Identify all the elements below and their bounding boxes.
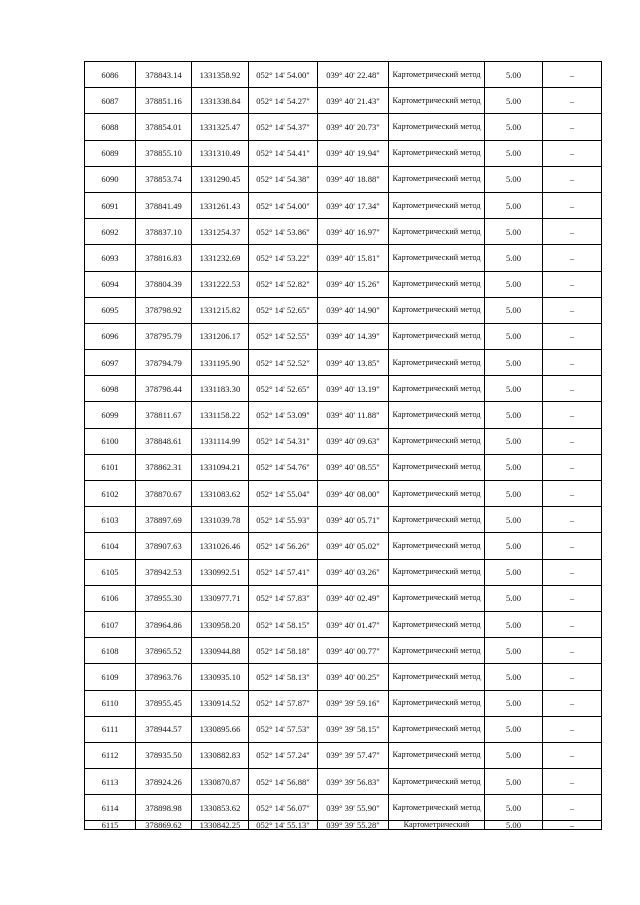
method-cell: Картометрический метод bbox=[389, 376, 485, 402]
point-number-cell: 6106 bbox=[85, 585, 136, 611]
longitude-cell: 039° 40' 13.85" bbox=[318, 350, 389, 376]
longitude-cell: 039° 40' 14.39" bbox=[318, 323, 389, 349]
y-coordinate-cell: 1330977.71 bbox=[192, 585, 249, 611]
longitude-cell: 039° 40' 05.02" bbox=[318, 533, 389, 559]
accuracy-cell: 5.00 bbox=[485, 245, 543, 271]
x-coordinate-cell: 378869.62 bbox=[136, 821, 192, 830]
accuracy-cell: 5.00 bbox=[485, 140, 543, 166]
latitude-cell: 052° 14' 57.41" bbox=[249, 559, 318, 585]
latitude-cell: 052° 14' 54.00" bbox=[249, 62, 318, 88]
method-cell: Картометрический метод bbox=[389, 219, 485, 245]
y-coordinate-cell: 1331215.82 bbox=[192, 297, 249, 323]
y-coordinate-cell: 1331325.47 bbox=[192, 114, 249, 140]
latitude-cell: 052° 14' 55.13" bbox=[249, 821, 318, 830]
x-coordinate-cell: 378853.74 bbox=[136, 166, 192, 192]
point-number-cell: 6105 bbox=[85, 559, 136, 585]
longitude-cell: 039° 39' 55.28" bbox=[318, 821, 389, 830]
y-coordinate-cell: 1331183.30 bbox=[192, 376, 249, 402]
y-coordinate-cell: 1330992.51 bbox=[192, 559, 249, 585]
accuracy-cell: 5.00 bbox=[485, 559, 543, 585]
longitude-cell: 039° 40' 00.25" bbox=[318, 664, 389, 690]
note-cell: – bbox=[543, 559, 602, 585]
longitude-cell: 039° 40' 15.26" bbox=[318, 271, 389, 297]
table-row bbox=[85, 271, 602, 297]
latitude-cell: 052° 14' 53.09" bbox=[249, 402, 318, 428]
method-cell: Картометрический метод bbox=[389, 795, 485, 821]
method-cell: Картометрический метод bbox=[389, 245, 485, 271]
table-row bbox=[85, 402, 602, 428]
note-cell: – bbox=[543, 350, 602, 376]
latitude-cell: 052° 14' 52.65" bbox=[249, 297, 318, 323]
table-row bbox=[85, 742, 602, 768]
x-coordinate-cell: 378897.69 bbox=[136, 507, 192, 533]
x-coordinate-cell: 378964.86 bbox=[136, 611, 192, 637]
x-coordinate-cell: 378898.98 bbox=[136, 795, 192, 821]
accuracy-cell: 5.00 bbox=[485, 62, 543, 88]
point-number-cell: 6089 bbox=[85, 140, 136, 166]
y-coordinate-cell: 1331232.69 bbox=[192, 245, 249, 271]
accuracy-cell: 5.00 bbox=[485, 350, 543, 376]
note-cell: – bbox=[543, 795, 602, 821]
x-coordinate-cell: 378848.61 bbox=[136, 428, 192, 454]
table-row bbox=[85, 454, 602, 480]
x-coordinate-cell: 378942.53 bbox=[136, 559, 192, 585]
table-row bbox=[85, 716, 602, 742]
table-row bbox=[85, 507, 602, 533]
latitude-cell: 052° 14' 55.04" bbox=[249, 481, 318, 507]
latitude-cell: 052° 14' 57.87" bbox=[249, 690, 318, 716]
y-coordinate-cell: 1331358.92 bbox=[192, 62, 249, 88]
x-coordinate-cell: 378798.44 bbox=[136, 376, 192, 402]
point-number-cell: 6107 bbox=[85, 611, 136, 637]
latitude-cell: 052° 14' 53.86" bbox=[249, 219, 318, 245]
point-number-cell: 6086 bbox=[85, 62, 136, 88]
x-coordinate-cell: 378851.16 bbox=[136, 88, 192, 114]
latitude-cell: 052° 14' 54.27" bbox=[249, 88, 318, 114]
point-number-cell: 6100 bbox=[85, 428, 136, 454]
x-coordinate-cell: 378870.67 bbox=[136, 481, 192, 507]
accuracy-cell: 5.00 bbox=[485, 88, 543, 114]
table-row bbox=[85, 795, 602, 821]
point-number-cell: 6102 bbox=[85, 481, 136, 507]
accuracy-cell: 5.00 bbox=[485, 114, 543, 140]
table-row bbox=[85, 481, 602, 507]
accuracy-cell: 5.00 bbox=[485, 192, 543, 218]
method-cell: Картометрический метод bbox=[389, 664, 485, 690]
note-cell: – bbox=[543, 821, 602, 830]
note-cell: – bbox=[543, 114, 602, 140]
table-row bbox=[85, 533, 602, 559]
accuracy-cell: 5.00 bbox=[485, 376, 543, 402]
method-cell: Картометрический bbox=[389, 821, 485, 830]
accuracy-cell: 5.00 bbox=[485, 297, 543, 323]
longitude-cell: 039° 40' 14.90" bbox=[318, 297, 389, 323]
table-row bbox=[85, 611, 602, 637]
note-cell: – bbox=[543, 481, 602, 507]
longitude-cell: 039° 40' 08.55" bbox=[318, 454, 389, 480]
point-number-cell: 6110 bbox=[85, 690, 136, 716]
latitude-cell: 052° 14' 53.22" bbox=[249, 245, 318, 271]
table-row bbox=[85, 88, 602, 114]
y-coordinate-cell: 1331310.49 bbox=[192, 140, 249, 166]
x-coordinate-cell: 378854.01 bbox=[136, 114, 192, 140]
method-cell: Картометрический метод bbox=[389, 481, 485, 507]
latitude-cell: 052° 14' 56.26" bbox=[249, 533, 318, 559]
table-row bbox=[85, 821, 602, 830]
latitude-cell: 052° 14' 52.82" bbox=[249, 271, 318, 297]
accuracy-cell: 5.00 bbox=[485, 690, 543, 716]
note-cell: – bbox=[543, 533, 602, 559]
coordinates-table bbox=[84, 61, 602, 830]
latitude-cell: 052° 14' 52.55" bbox=[249, 323, 318, 349]
longitude-cell: 039° 40' 00.77" bbox=[318, 638, 389, 664]
table-row bbox=[85, 219, 602, 245]
table-row bbox=[85, 585, 602, 611]
method-cell: Картометрический метод bbox=[389, 769, 485, 795]
accuracy-cell: 5.00 bbox=[485, 742, 543, 768]
x-coordinate-cell: 378837.10 bbox=[136, 219, 192, 245]
latitude-cell: 052° 14' 56.07" bbox=[249, 795, 318, 821]
y-coordinate-cell: 1330842.25 bbox=[192, 821, 249, 830]
note-cell: – bbox=[543, 271, 602, 297]
table-row bbox=[85, 140, 602, 166]
table-row bbox=[85, 769, 602, 795]
y-coordinate-cell: 1330944.88 bbox=[192, 638, 249, 664]
point-number-cell: 6112 bbox=[85, 742, 136, 768]
table-row bbox=[85, 690, 602, 716]
point-number-cell: 6114 bbox=[85, 795, 136, 821]
x-coordinate-cell: 378955.45 bbox=[136, 690, 192, 716]
note-cell: – bbox=[543, 323, 602, 349]
x-coordinate-cell: 378955.30 bbox=[136, 585, 192, 611]
table-row bbox=[85, 245, 602, 271]
accuracy-cell: 5.00 bbox=[485, 533, 543, 559]
y-coordinate-cell: 1330935.10 bbox=[192, 664, 249, 690]
point-number-cell: 6095 bbox=[85, 297, 136, 323]
latitude-cell: 052° 14' 54.76" bbox=[249, 454, 318, 480]
x-coordinate-cell: 378924.26 bbox=[136, 769, 192, 795]
note-cell: – bbox=[543, 716, 602, 742]
x-coordinate-cell: 378794.79 bbox=[136, 350, 192, 376]
method-cell: Картометрический метод bbox=[389, 114, 485, 140]
note-cell: – bbox=[543, 376, 602, 402]
y-coordinate-cell: 1331026.46 bbox=[192, 533, 249, 559]
y-coordinate-cell: 1331222.53 bbox=[192, 271, 249, 297]
accuracy-cell: 5.00 bbox=[485, 166, 543, 192]
point-number-cell: 6098 bbox=[85, 376, 136, 402]
x-coordinate-cell: 378795.79 bbox=[136, 323, 192, 349]
x-coordinate-cell: 378804.39 bbox=[136, 271, 192, 297]
table-row bbox=[85, 428, 602, 454]
x-coordinate-cell: 378862.31 bbox=[136, 454, 192, 480]
longitude-cell: 039° 40' 17.34" bbox=[318, 192, 389, 218]
note-cell: – bbox=[543, 769, 602, 795]
accuracy-cell: 5.00 bbox=[485, 507, 543, 533]
note-cell: – bbox=[543, 690, 602, 716]
y-coordinate-cell: 1330853.62 bbox=[192, 795, 249, 821]
method-cell: Картометрический метод bbox=[389, 62, 485, 88]
latitude-cell: 052° 14' 57.53" bbox=[249, 716, 318, 742]
table-row bbox=[85, 192, 602, 218]
y-coordinate-cell: 1331195.90 bbox=[192, 350, 249, 376]
table-row bbox=[85, 114, 602, 140]
x-coordinate-cell: 378811.67 bbox=[136, 402, 192, 428]
point-number-cell: 6104 bbox=[85, 533, 136, 559]
method-cell: Картометрический метод bbox=[389, 611, 485, 637]
x-coordinate-cell: 378907.63 bbox=[136, 533, 192, 559]
method-cell: Картометрический метод bbox=[389, 192, 485, 218]
x-coordinate-cell: 378798.92 bbox=[136, 297, 192, 323]
latitude-cell: 052° 14' 57.24" bbox=[249, 742, 318, 768]
x-coordinate-cell: 378963.76 bbox=[136, 664, 192, 690]
point-number-cell: 6096 bbox=[85, 323, 136, 349]
latitude-cell: 052° 14' 54.31" bbox=[249, 428, 318, 454]
x-coordinate-cell: 378843.14 bbox=[136, 62, 192, 88]
y-coordinate-cell: 1330895.66 bbox=[192, 716, 249, 742]
method-cell: Картометрический метод bbox=[389, 428, 485, 454]
method-cell: Картометрический метод bbox=[389, 533, 485, 559]
note-cell: – bbox=[543, 62, 602, 88]
method-cell: Картометрический метод bbox=[389, 166, 485, 192]
longitude-cell: 039° 39' 59.16" bbox=[318, 690, 389, 716]
accuracy-cell: 5.00 bbox=[485, 769, 543, 795]
note-cell: – bbox=[543, 638, 602, 664]
point-number-cell: 6103 bbox=[85, 507, 136, 533]
note-cell: – bbox=[543, 507, 602, 533]
y-coordinate-cell: 1331114.99 bbox=[192, 428, 249, 454]
point-number-cell: 6094 bbox=[85, 271, 136, 297]
note-cell: – bbox=[543, 585, 602, 611]
longitude-cell: 039° 39' 58.15" bbox=[318, 716, 389, 742]
longitude-cell: 039° 40' 02.49" bbox=[318, 585, 389, 611]
longitude-cell: 039° 40' 21.43" bbox=[318, 88, 389, 114]
longitude-cell: 039° 40' 16.97" bbox=[318, 219, 389, 245]
y-coordinate-cell: 1331039.78 bbox=[192, 507, 249, 533]
accuracy-cell: 5.00 bbox=[485, 428, 543, 454]
note-cell: – bbox=[543, 219, 602, 245]
method-cell: Картометрический метод bbox=[389, 742, 485, 768]
method-cell: Картометрический метод bbox=[389, 638, 485, 664]
note-cell: – bbox=[543, 245, 602, 271]
longitude-cell: 039° 40' 13.19" bbox=[318, 376, 389, 402]
method-cell: Картометрический метод bbox=[389, 140, 485, 166]
x-coordinate-cell: 378965.52 bbox=[136, 638, 192, 664]
longitude-cell: 039° 40' 15.81" bbox=[318, 245, 389, 271]
point-number-cell: 6088 bbox=[85, 114, 136, 140]
note-cell: – bbox=[543, 297, 602, 323]
method-cell: Картометрический метод bbox=[389, 323, 485, 349]
table-row bbox=[85, 664, 602, 690]
latitude-cell: 052° 14' 54.37" bbox=[249, 114, 318, 140]
longitude-cell: 039° 40' 01.47" bbox=[318, 611, 389, 637]
y-coordinate-cell: 1331338.84 bbox=[192, 88, 249, 114]
accuracy-cell: 5.00 bbox=[485, 664, 543, 690]
method-cell: Картометрический метод bbox=[389, 507, 485, 533]
method-cell: Картометрический метод bbox=[389, 559, 485, 585]
method-cell: Картометрический метод bbox=[389, 350, 485, 376]
y-coordinate-cell: 1330958.20 bbox=[192, 611, 249, 637]
accuracy-cell: 5.00 bbox=[485, 716, 543, 742]
longitude-cell: 039° 40' 11.88" bbox=[318, 402, 389, 428]
y-coordinate-cell: 1330882.83 bbox=[192, 742, 249, 768]
note-cell: – bbox=[543, 88, 602, 114]
y-coordinate-cell: 1331290.45 bbox=[192, 166, 249, 192]
note-cell: – bbox=[543, 611, 602, 637]
latitude-cell: 052° 14' 54.00" bbox=[249, 192, 318, 218]
accuracy-cell: 5.00 bbox=[485, 481, 543, 507]
method-cell: Картометрический метод bbox=[389, 454, 485, 480]
table-row bbox=[85, 376, 602, 402]
y-coordinate-cell: 1331254.37 bbox=[192, 219, 249, 245]
point-number-cell: 6093 bbox=[85, 245, 136, 271]
latitude-cell: 052° 14' 55.93" bbox=[249, 507, 318, 533]
table-row bbox=[85, 559, 602, 585]
longitude-cell: 039° 40' 09.63" bbox=[318, 428, 389, 454]
latitude-cell: 052° 14' 56.88" bbox=[249, 769, 318, 795]
latitude-cell: 052° 14' 54.41" bbox=[249, 140, 318, 166]
longitude-cell: 039° 39' 56.83" bbox=[318, 769, 389, 795]
y-coordinate-cell: 1330914.52 bbox=[192, 690, 249, 716]
point-number-cell: 6097 bbox=[85, 350, 136, 376]
latitude-cell: 052° 14' 57.83" bbox=[249, 585, 318, 611]
latitude-cell: 052° 14' 58.18" bbox=[249, 638, 318, 664]
point-number-cell: 6101 bbox=[85, 454, 136, 480]
longitude-cell: 039° 40' 22.48" bbox=[318, 62, 389, 88]
table-body bbox=[85, 62, 602, 830]
y-coordinate-cell: 1331094.21 bbox=[192, 454, 249, 480]
accuracy-cell: 5.00 bbox=[485, 402, 543, 428]
point-number-cell: 6108 bbox=[85, 638, 136, 664]
method-cell: Картометрический метод bbox=[389, 271, 485, 297]
accuracy-cell: 5.00 bbox=[485, 271, 543, 297]
latitude-cell: 052° 14' 52.65" bbox=[249, 376, 318, 402]
longitude-cell: 039° 40' 08.00" bbox=[318, 481, 389, 507]
y-coordinate-cell: 1331206.17 bbox=[192, 323, 249, 349]
longitude-cell: 039° 39' 55.90" bbox=[318, 795, 389, 821]
accuracy-cell: 5.00 bbox=[485, 219, 543, 245]
latitude-cell: 052° 14' 54.38" bbox=[249, 166, 318, 192]
x-coordinate-cell: 378816.83 bbox=[136, 245, 192, 271]
point-number-cell: 6092 bbox=[85, 219, 136, 245]
point-number-cell: 6087 bbox=[85, 88, 136, 114]
method-cell: Картометрический метод bbox=[389, 88, 485, 114]
note-cell: – bbox=[543, 428, 602, 454]
table-row bbox=[85, 638, 602, 664]
method-cell: Картометрический метод bbox=[389, 585, 485, 611]
point-number-cell: 6091 bbox=[85, 192, 136, 218]
x-coordinate-cell: 378944.57 bbox=[136, 716, 192, 742]
longitude-cell: 039° 40' 20.73" bbox=[318, 114, 389, 140]
accuracy-cell: 5.00 bbox=[485, 795, 543, 821]
y-coordinate-cell: 1331158.22 bbox=[192, 402, 249, 428]
point-number-cell: 6115 bbox=[85, 821, 136, 830]
accuracy-cell: 5.00 bbox=[485, 323, 543, 349]
accuracy-cell: 5.00 bbox=[485, 821, 543, 830]
note-cell: – bbox=[543, 166, 602, 192]
point-number-cell: 6111 bbox=[85, 716, 136, 742]
table-row bbox=[85, 166, 602, 192]
note-cell: – bbox=[543, 664, 602, 690]
longitude-cell: 039° 40' 03.26" bbox=[318, 559, 389, 585]
note-cell: – bbox=[543, 402, 602, 428]
table-row bbox=[85, 62, 602, 88]
latitude-cell: 052° 14' 52.52" bbox=[249, 350, 318, 376]
accuracy-cell: 5.00 bbox=[485, 585, 543, 611]
note-cell: – bbox=[543, 192, 602, 218]
method-cell: Картометрический метод bbox=[389, 690, 485, 716]
table-row bbox=[85, 350, 602, 376]
accuracy-cell: 5.00 bbox=[485, 454, 543, 480]
latitude-cell: 052° 14' 58.13" bbox=[249, 664, 318, 690]
longitude-cell: 039° 40' 05.71" bbox=[318, 507, 389, 533]
point-number-cell: 6113 bbox=[85, 769, 136, 795]
x-coordinate-cell: 378935.50 bbox=[136, 742, 192, 768]
point-number-cell: 6109 bbox=[85, 664, 136, 690]
accuracy-cell: 5.00 bbox=[485, 638, 543, 664]
y-coordinate-cell: 1331083.62 bbox=[192, 481, 249, 507]
point-number-cell: 6090 bbox=[85, 166, 136, 192]
note-cell: – bbox=[543, 140, 602, 166]
table-row bbox=[85, 323, 602, 349]
method-cell: Картометрический метод bbox=[389, 297, 485, 323]
accuracy-cell: 5.00 bbox=[485, 611, 543, 637]
method-cell: Картометрический метод bbox=[389, 716, 485, 742]
latitude-cell: 052° 14' 58.15" bbox=[249, 611, 318, 637]
y-coordinate-cell: 1330870.87 bbox=[192, 769, 249, 795]
y-coordinate-cell: 1331261.43 bbox=[192, 192, 249, 218]
longitude-cell: 039° 39' 57.47" bbox=[318, 742, 389, 768]
method-cell: Картометрический метод bbox=[389, 402, 485, 428]
note-cell: – bbox=[543, 742, 602, 768]
longitude-cell: 039° 40' 18.88" bbox=[318, 166, 389, 192]
x-coordinate-cell: 378855.10 bbox=[136, 140, 192, 166]
note-cell: – bbox=[543, 454, 602, 480]
longitude-cell: 039° 40' 19.94" bbox=[318, 140, 389, 166]
table-row bbox=[85, 297, 602, 323]
point-number-cell: 6099 bbox=[85, 402, 136, 428]
x-coordinate-cell: 378841.49 bbox=[136, 192, 192, 218]
